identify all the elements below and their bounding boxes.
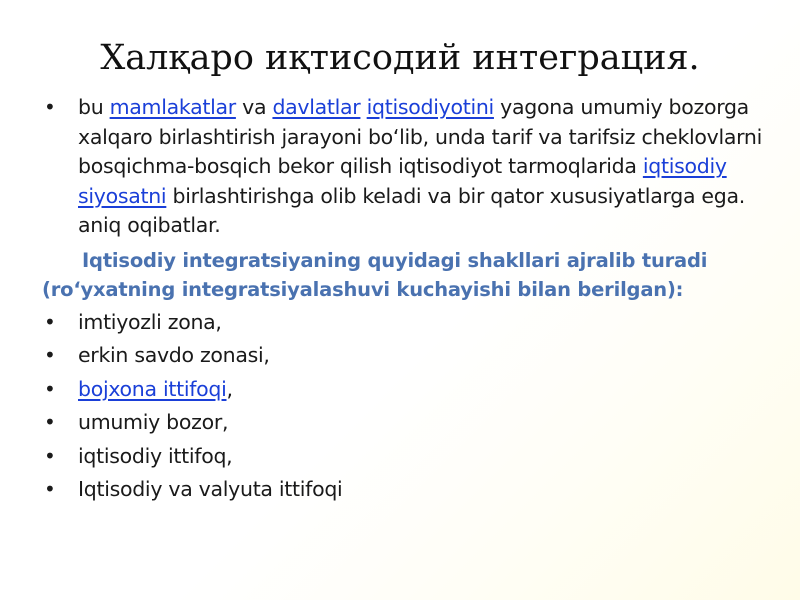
slide-title: Халқаро иқтисодий интеграция. — [100, 38, 700, 78]
link-bojxona-ittifoqi[interactable]: bojxona ittifoqi — [78, 376, 227, 401]
list-item-text: erkin savdo zonasi, — [78, 343, 270, 368]
list-item-text: Iqtisodiy va valyuta ittifoqi — [78, 477, 343, 502]
list-item — [44, 308, 764, 342]
list-item-text: iqtisodiy ittifoq, — [78, 443, 233, 468]
intro-text: birlashtirishga olib keladi va bir qator xususiyatlarga ega. aniq oqibatlar. — [78, 183, 745, 237]
subheading-text: Iqtisodiy integratsiyaning quyidagi shakllari ajralib turadi (ro‘yxatning integratsiyalashuvi kuchayishi bilan berilgan): — [42, 248, 708, 301]
list-item — [44, 442, 764, 476]
bullet-icon: • — [44, 95, 56, 119]
list-item-text: umumiy bozor, — [78, 410, 229, 435]
intro-text: va — [242, 95, 267, 119]
intro-text: bu — [78, 95, 104, 119]
list-item-text: imtiyozli zona, — [78, 309, 222, 334]
bullet-icon: • — [44, 376, 56, 401]
list-item-suffix: , — [226, 376, 233, 401]
bullet-icon: • — [44, 309, 56, 334]
forms-subheading — [42, 246, 764, 304]
link-iqtisodiy-siyosatni[interactable]: iqtisodiy siyosatni — [78, 154, 727, 208]
link-davlatlar[interactable]: davlatlar — [272, 95, 361, 119]
intro-paragraph — [44, 93, 764, 241]
bullet-icon: • — [44, 343, 56, 368]
bullet-icon: • — [44, 410, 56, 435]
intro-text: yagona umumiy bozorga xalqaro birlashtirish jarayoni bo‘lib, unda tarif va tarifsiz cheklovlarni bosqichma-bosqich bekor qilish iqtisodiyot tarmoqlarida — [78, 95, 763, 178]
slide-content — [44, 93, 764, 509]
list-item — [44, 341, 764, 375]
bullet-icon: • — [44, 443, 56, 468]
list-item — [44, 475, 764, 509]
list-item — [44, 408, 764, 442]
link-iqtisodiyotini[interactable]: iqtisodiyotini — [366, 95, 494, 119]
list-item — [44, 375, 764, 409]
bullet-icon: • — [44, 477, 56, 502]
link-mamlakatlar[interactable]: mamlakatlar — [109, 95, 236, 119]
